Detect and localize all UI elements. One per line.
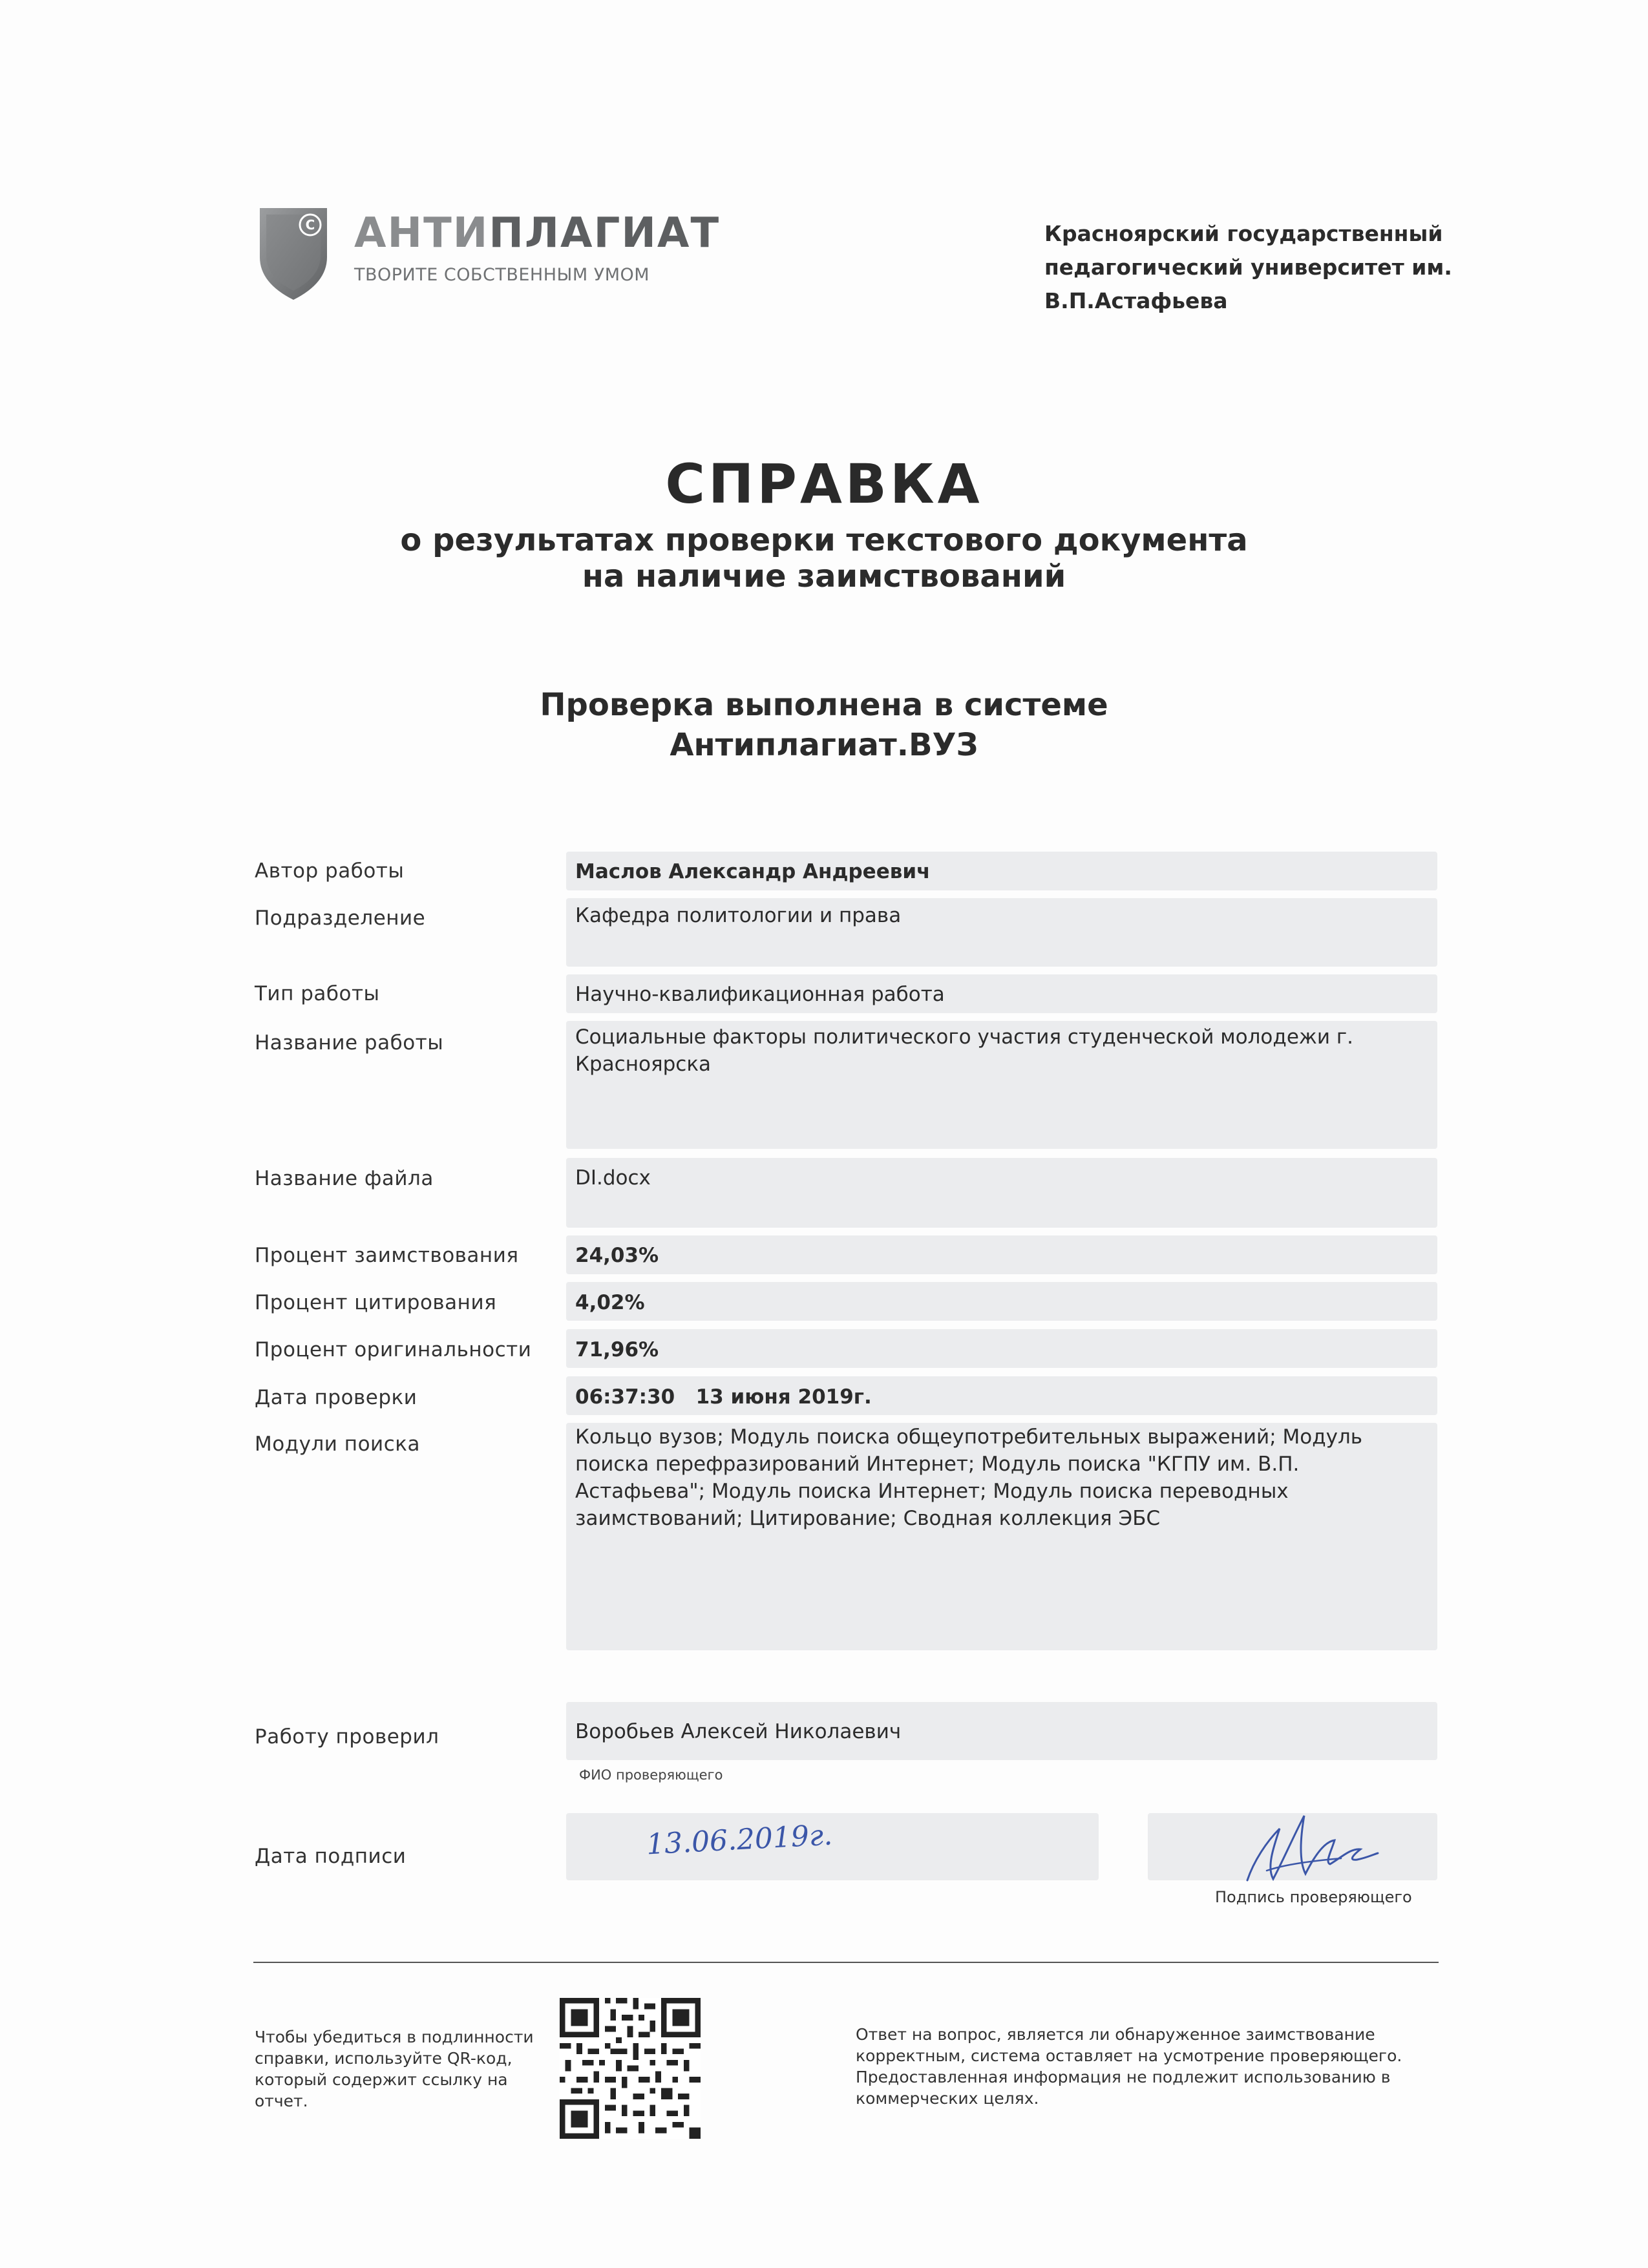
svg-text:C: C: [305, 217, 315, 233]
author-label: Автор работы: [255, 859, 405, 883]
originality-label: Процент оригинальности: [255, 1338, 532, 1361]
citation-label: Процент цитирования: [255, 1291, 497, 1314]
modules-label: Модули поиска: [255, 1433, 420, 1456]
logo-title: АНТИПЛАГИАТ: [354, 209, 721, 257]
signature-caption: Подпись проверяющего: [1215, 1888, 1412, 1906]
borrowing-value: 24,03%: [575, 1244, 659, 1267]
checker-caption: ФИО проверяющего: [579, 1767, 723, 1783]
footer-divider: [253, 1962, 1439, 1963]
checker-label: Работу проверил: [255, 1725, 439, 1748]
author-value: Маслов Александр Андреевич: [575, 860, 931, 883]
shield-copyright-icon: [257, 205, 330, 302]
logo-subtitle: ТВОРИТЕ СОБСТВЕННЫМ УМОМ: [354, 265, 650, 285]
department-value: Кафедра политологии и права: [575, 904, 902, 927]
university-name: Красноярский государственный педагогический университет им. В.П.Астафьева: [1044, 221, 1452, 313]
work-title-value: Социальные факторы политического участия студенческой молодежи г. Красноярска: [575, 1025, 1353, 1076]
citation-value: 4,02%: [575, 1291, 645, 1314]
qr-instructions: Чтобы убедиться в подлинности справки, используйте QR-код, который содержит ссылку на отчет.: [255, 2028, 534, 2110]
disclaimer-text: Ответ на вопрос, является ли обнаруженное заимствование корректным, система оставляет на усмотрение проверяющего. Предоставленная информация не подлежит использованию в коммерческих целях.: [856, 2025, 1402, 2108]
work-title-label: Название работы: [255, 1031, 444, 1055]
work-type-value: Научно-квалификационная работа: [575, 983, 945, 1006]
handwritten-date: 13.06.2019г.: [645, 1818, 834, 1862]
modules-value: Кольцо вузов; Модуль поиска общеупотребительных выражений; Модуль поиска перефразирований Интернет; Модуль поиска "КГПУ им. В.П. Астафьева"; Модуль поиска Интернет; Модуль поиска переводных заимствований; Цитирование; Сводная коллекция ЭБС: [575, 1425, 1363, 1530]
document-subtitle: о результатах проверки текстового документа на наличие заимствований: [400, 522, 1248, 594]
qr-code-icon[interactable]: [560, 1998, 701, 2139]
work-type-label: Тип работы: [255, 982, 380, 1005]
check-date-label: Дата проверки: [255, 1386, 417, 1409]
file-name-label: Название файла: [255, 1167, 434, 1190]
sign-date-label: Дата подписи: [255, 1845, 407, 1868]
check-date-value: 06:37:30 13 июня 2019г.: [575, 1385, 872, 1409]
antiplagiat-logo: [257, 205, 721, 302]
originality-value: 71,96%: [575, 1338, 659, 1361]
checker-value: Воробьев Алексей Николаевич: [575, 1720, 902, 1743]
file-name-value: DI.docx: [575, 1166, 651, 1190]
handwritten-signature: [1228, 1803, 1383, 1893]
system-statement: Проверка выполнена в системе Антиплагиат.ВУЗ: [540, 687, 1108, 763]
department-label: Подразделение: [255, 907, 426, 930]
document-title: СПРАВКА: [665, 452, 983, 516]
borrowing-label: Процент заимствования: [255, 1244, 519, 1267]
